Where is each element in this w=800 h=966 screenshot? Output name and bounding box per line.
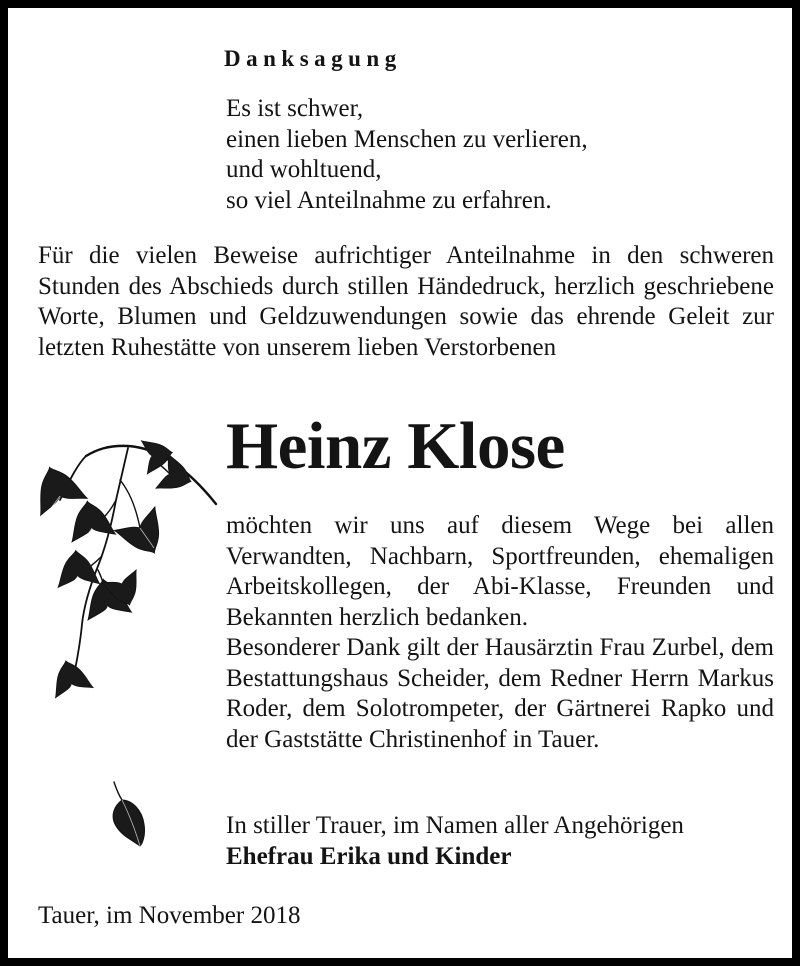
- signatories: Ehefrau Erika und Kinder: [226, 842, 512, 870]
- closing-line: In stiller Trauer, im Namen aller Angehörigen: [226, 812, 684, 839]
- place-date: Tauer, im November 2018: [38, 902, 301, 929]
- intro-paragraph: Für die vielen Beweise aufrichtiger Anteilnahme in den schweren Stunden des Abschieds durch stillen Händedruck, herzlich geschriebene Worte, Blumen und Geldzuwendungen sowie das ehrende Geleit zur letzten Ruhestätte von unserem lieben Verstorbenen: [38, 242, 774, 361]
- poem-line: so viel Anteilnahme zu erfahren.: [226, 186, 552, 214]
- poem-line: einen lieben Menschen zu verlieren,: [226, 125, 588, 153]
- thanks-paragraph: möchten wir uns auf diesem Wege bei allen Verwandten, Nachbarn, Sportfreunden, ehemaligen Arbeitskollegen, der Abi-Klasse, Freunden und Bekannten herzlich bedanken.: [226, 512, 774, 631]
- poem-line: und wohltuend,: [226, 156, 382, 183]
- special-thanks-paragraph: Besonderer Dank gilt der Hausärztin Frau Zurbel, dem Bestattungshaus Scheider, dem Redner Herrn Markus Roder, dem Solotrompeter, der Gärtnerei Rapko und der Gaststätte Christinenhof in Tauer.: [226, 634, 774, 753]
- closing-block: [226, 811, 684, 872]
- heading: Danksagung: [224, 46, 402, 71]
- poem-line: Es ist schwer,: [226, 95, 364, 122]
- deceased-name: Heinz Klose: [226, 409, 565, 483]
- poem: [226, 94, 588, 216]
- birch-branch-icon: [32, 436, 222, 706]
- falling-leaf-icon: [102, 778, 152, 850]
